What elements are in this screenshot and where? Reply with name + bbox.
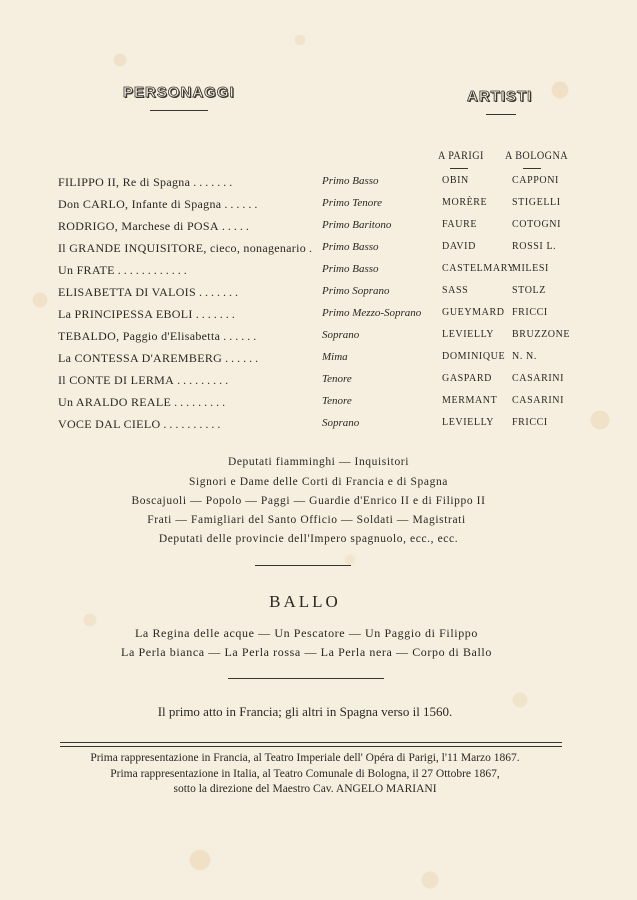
cast-row (0, 329, 637, 351)
artisti-heading: ARTISTI (467, 88, 533, 105)
voice-type: Mima (322, 351, 348, 363)
chorus-line: Boscajuoli — Popolo — Paggi — Guardie d'Enrico II e di Filippo II (131, 495, 486, 507)
cast-row (0, 417, 637, 439)
parigi-artist: FAURE (442, 219, 478, 230)
premiere-france: Prima rappresentazione in Francia, al Teatro Imperiale dell' Opéra di Parigi, l'11 Marzo 1867. (90, 752, 520, 764)
character-name (58, 241, 313, 256)
cast-row (0, 307, 637, 329)
setting-note: Il primo atto in Francia; gli altri in Spagna verso il 1560. (157, 704, 453, 719)
bologna-artist: BRUZZONE (512, 329, 571, 340)
bologna-artist: STOLZ (512, 285, 546, 296)
bologna-artist: CASARINI (512, 373, 565, 384)
bologna-artist: MILESI (512, 263, 549, 274)
character-label: Don CARLO, Infante di Spagna (58, 197, 222, 211)
character-label: RODRIGO, Marchese di POSA (58, 219, 219, 233)
character-name (58, 307, 308, 322)
voice-type: Tenore (322, 373, 352, 385)
character-label: Un ARALDO REALE (58, 395, 172, 409)
parigi-column-heading: A PARIGI (438, 148, 484, 162)
cast-row (0, 263, 637, 285)
bologna-artist: ROSSI L. (512, 241, 557, 252)
parigi-artist: DOMINIQUE (442, 351, 506, 362)
character-name (58, 329, 308, 344)
leader-dots: . . . . . . (223, 329, 257, 343)
leader-dots: . . . . . (221, 219, 249, 233)
personaggi-underline (150, 110, 208, 111)
leader-dots: . . . . . . . (198, 285, 238, 299)
parigi-artist: GASPARD (442, 373, 492, 384)
separator-rule (228, 678, 384, 679)
leader-dots: . (309, 241, 313, 255)
cast-row (0, 351, 637, 373)
character-label: TEBALDO, Paggio d'Elisabetta (58, 329, 221, 343)
parigi-artist: SASS (442, 285, 469, 296)
voice-type: Soprano (322, 329, 360, 341)
character-label: La PRINCIPESSA EBOLI (58, 307, 193, 321)
leader-dots: . . . . . . (224, 197, 258, 211)
voice-type: Primo Mezzo-Soprano (322, 307, 422, 319)
character-name (58, 417, 308, 432)
parigi-artist: MERMANT (442, 395, 498, 406)
parigi-artist: OBIN (442, 175, 469, 186)
character-name (58, 175, 308, 190)
chorus-line: Signori e Dame delle Corti di Francia e di Spagna (188, 476, 449, 488)
cast-row (0, 373, 637, 395)
ballo-line: La Regina delle acque — Un Pescatore — Un Paggio di Filippo (135, 626, 478, 640)
bologna-artist: COTOGNI (512, 219, 562, 230)
parigi-artist: LEVIELLY (442, 417, 495, 428)
bologna-dash (523, 168, 541, 169)
ballo-title: BALLO (269, 592, 341, 611)
bologna-column-heading: A BOLOGNA (505, 148, 569, 162)
footer-double-rule (60, 742, 562, 747)
parigi-artist: MORÈRE (442, 197, 488, 208)
leader-dots: . . . . . . . . . . (163, 417, 221, 431)
voice-type: Primo Basso (322, 241, 379, 253)
parigi-artist: CASTELMARY (442, 263, 516, 274)
parigi-artist: GUEYMARD (442, 307, 505, 318)
character-label: FILIPPO II, Re di Spagna (58, 175, 191, 189)
ballo-line: La Perla bianca — La Perla rossa — La Perla nera — Corpo di Ballo (121, 645, 492, 659)
bologna-artist: STIGELLI (512, 197, 561, 208)
conductor-line: sotto la direzione del Maestro Cav. ANGELO MARIANI (173, 783, 437, 795)
cast-row (0, 197, 637, 219)
cast-row (0, 285, 637, 307)
parigi-artist: LEVIELLY (442, 329, 495, 340)
bologna-artist: CAPPONI (512, 175, 559, 186)
leader-dots: . . . . . . . . . (177, 373, 229, 387)
chorus-line: Deputati delle provincie dell'Impero spagnuolo, ecc., ecc. (158, 533, 459, 545)
cast-row (0, 395, 637, 417)
parigi-dash (450, 168, 468, 169)
leader-dots: . . . . . . (225, 351, 259, 365)
leader-dots: . . . . . . . . . . . . (117, 263, 187, 277)
leader-dots: . . . . . . . (193, 175, 233, 189)
bologna-artist: FRICCI (512, 307, 548, 318)
separator-rule (255, 565, 351, 566)
voice-type: Soprano (322, 417, 360, 429)
voice-type: Primo Basso (322, 263, 379, 275)
character-name (58, 351, 308, 366)
character-name (58, 197, 308, 212)
voice-type: Tenore (322, 395, 352, 407)
chorus-line: Deputati fiamminghi — Inquisitori (227, 456, 410, 468)
character-label: Il GRANDE INQUISITORE, cieco, nonagenario (58, 241, 307, 255)
voice-type: Primo Soprano (322, 285, 390, 297)
bologna-artist: CASARINI (512, 395, 565, 406)
character-label: Un FRATE (58, 263, 115, 277)
voice-type: Primo Baritono (322, 219, 392, 231)
cast-row (0, 175, 637, 197)
character-name (58, 285, 308, 300)
cast-row (0, 219, 637, 241)
character-label: La CONTESSA D'AREMBERG (58, 351, 223, 365)
voice-type: Primo Basso (322, 175, 379, 187)
personaggi-heading: PERSONAGGI (123, 84, 235, 101)
parigi-artist: DAVID (442, 241, 476, 252)
bologna-artist: N. N. (512, 351, 537, 362)
character-label: VOCE DAL CIELO (58, 417, 161, 431)
premiere-italia: Prima rappresentazione in Italia, al Teatro Comunale di Bologna, il 27 Ottobre 1867, (110, 768, 500, 780)
character-name (58, 373, 308, 388)
leader-dots: . . . . . . . . . (174, 395, 226, 409)
chorus-line: Frati — Famigliari del Santo Officio — Soldati — Magistrati (147, 514, 466, 526)
character-name (58, 219, 308, 234)
artisti-underline (486, 114, 516, 115)
leader-dots: . . . . . . . (195, 307, 235, 321)
voice-type: Primo Tenore (322, 197, 382, 209)
cast-row (0, 241, 637, 263)
character-name (58, 263, 308, 278)
bologna-artist: FRICCI (512, 417, 548, 428)
character-name (58, 395, 308, 410)
character-label: ELISABETTA DI VALOIS (58, 285, 196, 299)
character-label: Il CONTE DI LERMA (58, 373, 175, 387)
